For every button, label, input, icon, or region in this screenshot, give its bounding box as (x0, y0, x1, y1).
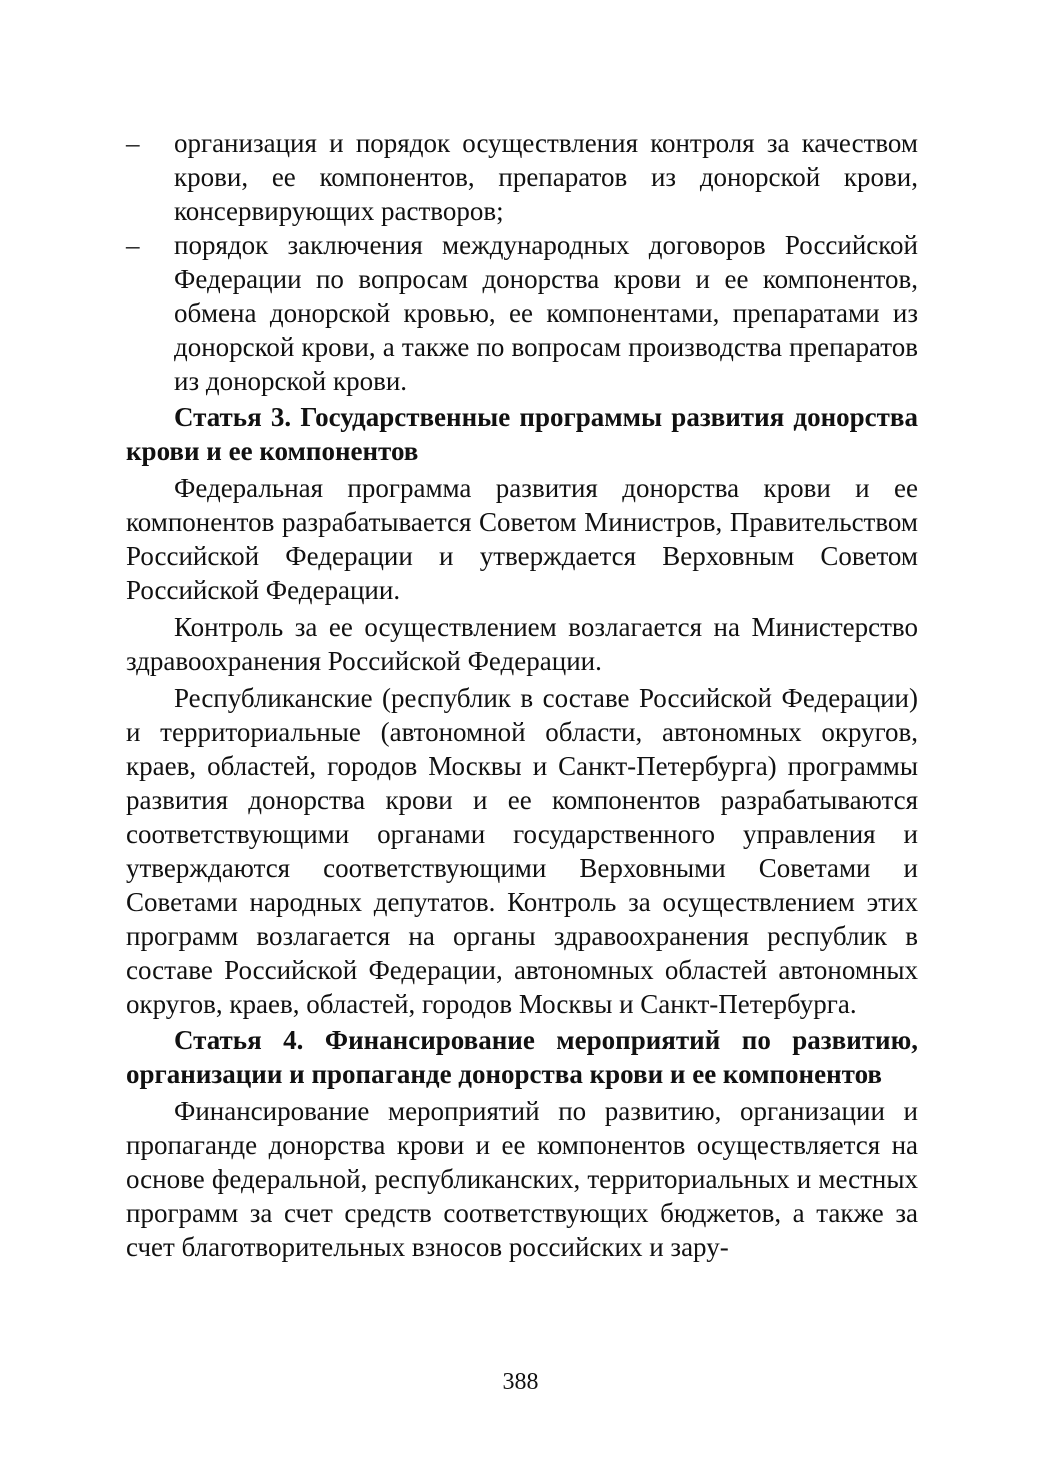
article-4-heading: Статья 4. Финансирование мероприятий по развитию, организации и пропаганде донорства крови и ее компонентов (126, 1025, 918, 1089)
article-3-heading: Статья 3. Государственные программы развития донорства крови и ее компонентов (126, 402, 918, 466)
list-item-text: порядок заключения международных договоров Российской Федерации по вопросам донорства крови и ее компонентов, обмена донорской кровью, ее компонентами, препаратами из донорской крови, а также по вопросам производства препаратов из донорской крови. (174, 230, 918, 396)
list-item-text: организация и порядок осуществления контроля за качеством крови, ее компонентов, препаратов из донорской крови, консервирующих растворов; (174, 128, 918, 226)
page-number: 388 (502, 1369, 539, 1395)
paragraph: Финансирование мероприятий по развитию, организации и пропаганде донорства крови и ее компонентов осуществляется на основе федеральной, республиканских, территориальных и местных программ за счет средств соответствующих бюджетов, а также за счет благотворительных взносов российских и зару- (126, 1096, 918, 1262)
paragraph: Федеральная программа развития донорства крови и ее компонентов разрабатывается Советом Министров, Правительством Российской Федерации и утверждается Верховным Советом Российской Федерации. (126, 473, 918, 605)
page-content (126, 126, 918, 1264)
paragraph: Контроль за ее осуществлением возлагается на Министерство здравоохранения Российской Федерации. (126, 612, 918, 676)
bullet-dash: – (126, 128, 140, 158)
paragraph: Республиканские (республик в составе Российской Федерации) и территориальные (автономной области, автономных округов, краев, областей, городов Москвы и Санкт-Петербурга) программы развития донорства крови и ее компонентов разрабатываются соответствующими органами государственного управления и утверждаются соответствующими Верховными Советами и Советами народных депутатов. Контроль за осуществлением этих программ возлагается на органы здравоохранения республик в составе Российской Федерации, автономных областей автономных округов, краев, областей, городов Москвы и Санкт-Петербурга. (126, 683, 918, 1019)
bullet-dash: – (126, 230, 140, 260)
list-item (126, 126, 918, 228)
list-item (126, 228, 918, 398)
